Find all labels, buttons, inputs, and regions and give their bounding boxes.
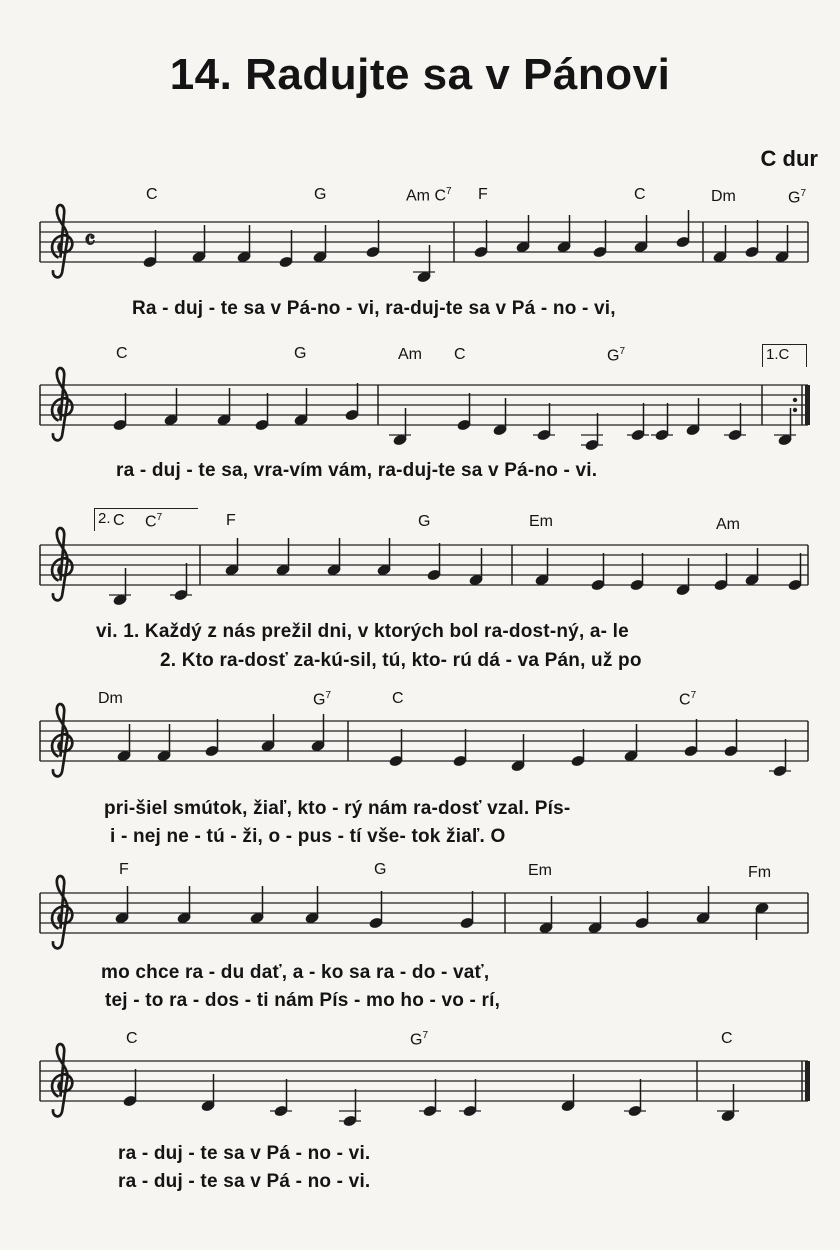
lyric-line: Ra - duj - te sa v Pá-no - vi, ra-duj-te sa v Pá - no - vi, xyxy=(132,298,616,319)
chord-F: F xyxy=(119,861,129,878)
chord-Am: Am xyxy=(398,346,422,363)
lyric-verse-1: vi. 1. Každý z nás prežil dni, v ktorých bol ra-dost-ný, a- le xyxy=(96,621,629,642)
chord-C7: $C^7$ xyxy=(679,690,697,709)
chord-C: C xyxy=(116,345,128,362)
chord-Am-C7: Am $C^7$ xyxy=(406,186,452,205)
chord-Em: Em xyxy=(529,513,553,530)
chord-G: G xyxy=(294,345,307,362)
lyric-verse-1: pri-šiel smútok, žiaľ, kto - rý nám ra-dosť vzal. Pís- xyxy=(104,798,571,819)
volta-1: 1.C xyxy=(762,344,807,367)
final-barline xyxy=(805,385,810,425)
treble-clef-icon xyxy=(52,704,72,776)
treble-clef-icon xyxy=(52,1044,72,1116)
lyric-verse-2: i - nej ne - tú - ži, o - pus - tí vše- tok žiaľ. O xyxy=(110,826,506,847)
chord-C: C xyxy=(634,186,646,203)
lyric-verse-1: ra - duj - te sa v Pá - no - vi. xyxy=(118,1143,371,1164)
song-title: 14. Radujte sa v Pánovi xyxy=(169,50,671,99)
chord-Em: Em xyxy=(528,862,552,879)
chord-G: G xyxy=(314,186,327,203)
chord-C: C xyxy=(454,346,466,363)
lyric-line: ra - duj - te sa, vra-vím vám, ra-duj-te sa v Pá-no - vi. xyxy=(116,460,598,481)
chord-G7: $G^7$ xyxy=(410,1030,429,1049)
chord-C7: $C^7$ xyxy=(145,512,163,531)
chord-G7: $G^7$ xyxy=(607,346,626,365)
repeat-dot xyxy=(793,408,797,412)
chord-G: G xyxy=(418,513,431,530)
treble-clef-icon xyxy=(52,368,72,440)
lyric-verse-2: 2. Kto ra-dosť za-kú-sil, tú, kto- rú dá - va Pán, už po xyxy=(160,650,642,671)
chord-Dm: Dm xyxy=(98,690,123,707)
key-label: C dur xyxy=(760,146,818,171)
common-time-icon: 𝄴 xyxy=(84,226,96,256)
chord-G7: $G^7$ xyxy=(788,188,807,207)
chord-Dm: Dm xyxy=(711,188,736,205)
lyric-verse-2: tej - to ra - dos - ti nám Pís - mo ho - vo - rí, xyxy=(105,990,501,1011)
final-barline xyxy=(805,1061,810,1101)
chord-G7: $G^7$ xyxy=(313,690,332,709)
lyric-verse-1: mo chce ra - du dať, a - ko sa ra - do - vať, xyxy=(101,962,490,983)
treble-clef-icon xyxy=(52,876,72,948)
chord-C: C xyxy=(126,1030,138,1047)
chord-C: C xyxy=(721,1030,733,1047)
lyric-verse-2: ra - duj - te sa v Pá - no - vi. xyxy=(118,1171,371,1192)
treble-clef-icon xyxy=(52,205,72,277)
chord-C: C xyxy=(113,512,125,529)
chord-Fm: Fm xyxy=(748,864,772,881)
treble-clef-icon xyxy=(52,528,72,600)
repeat-dot xyxy=(793,398,797,402)
chord-G: G xyxy=(374,861,387,878)
chord-F: F xyxy=(226,512,236,529)
chord-C: C xyxy=(146,186,158,203)
chord-C: C xyxy=(392,690,404,707)
chord-F: F xyxy=(478,186,488,203)
volta-2: 2. xyxy=(94,508,198,531)
chord-Am: Am xyxy=(716,516,740,533)
